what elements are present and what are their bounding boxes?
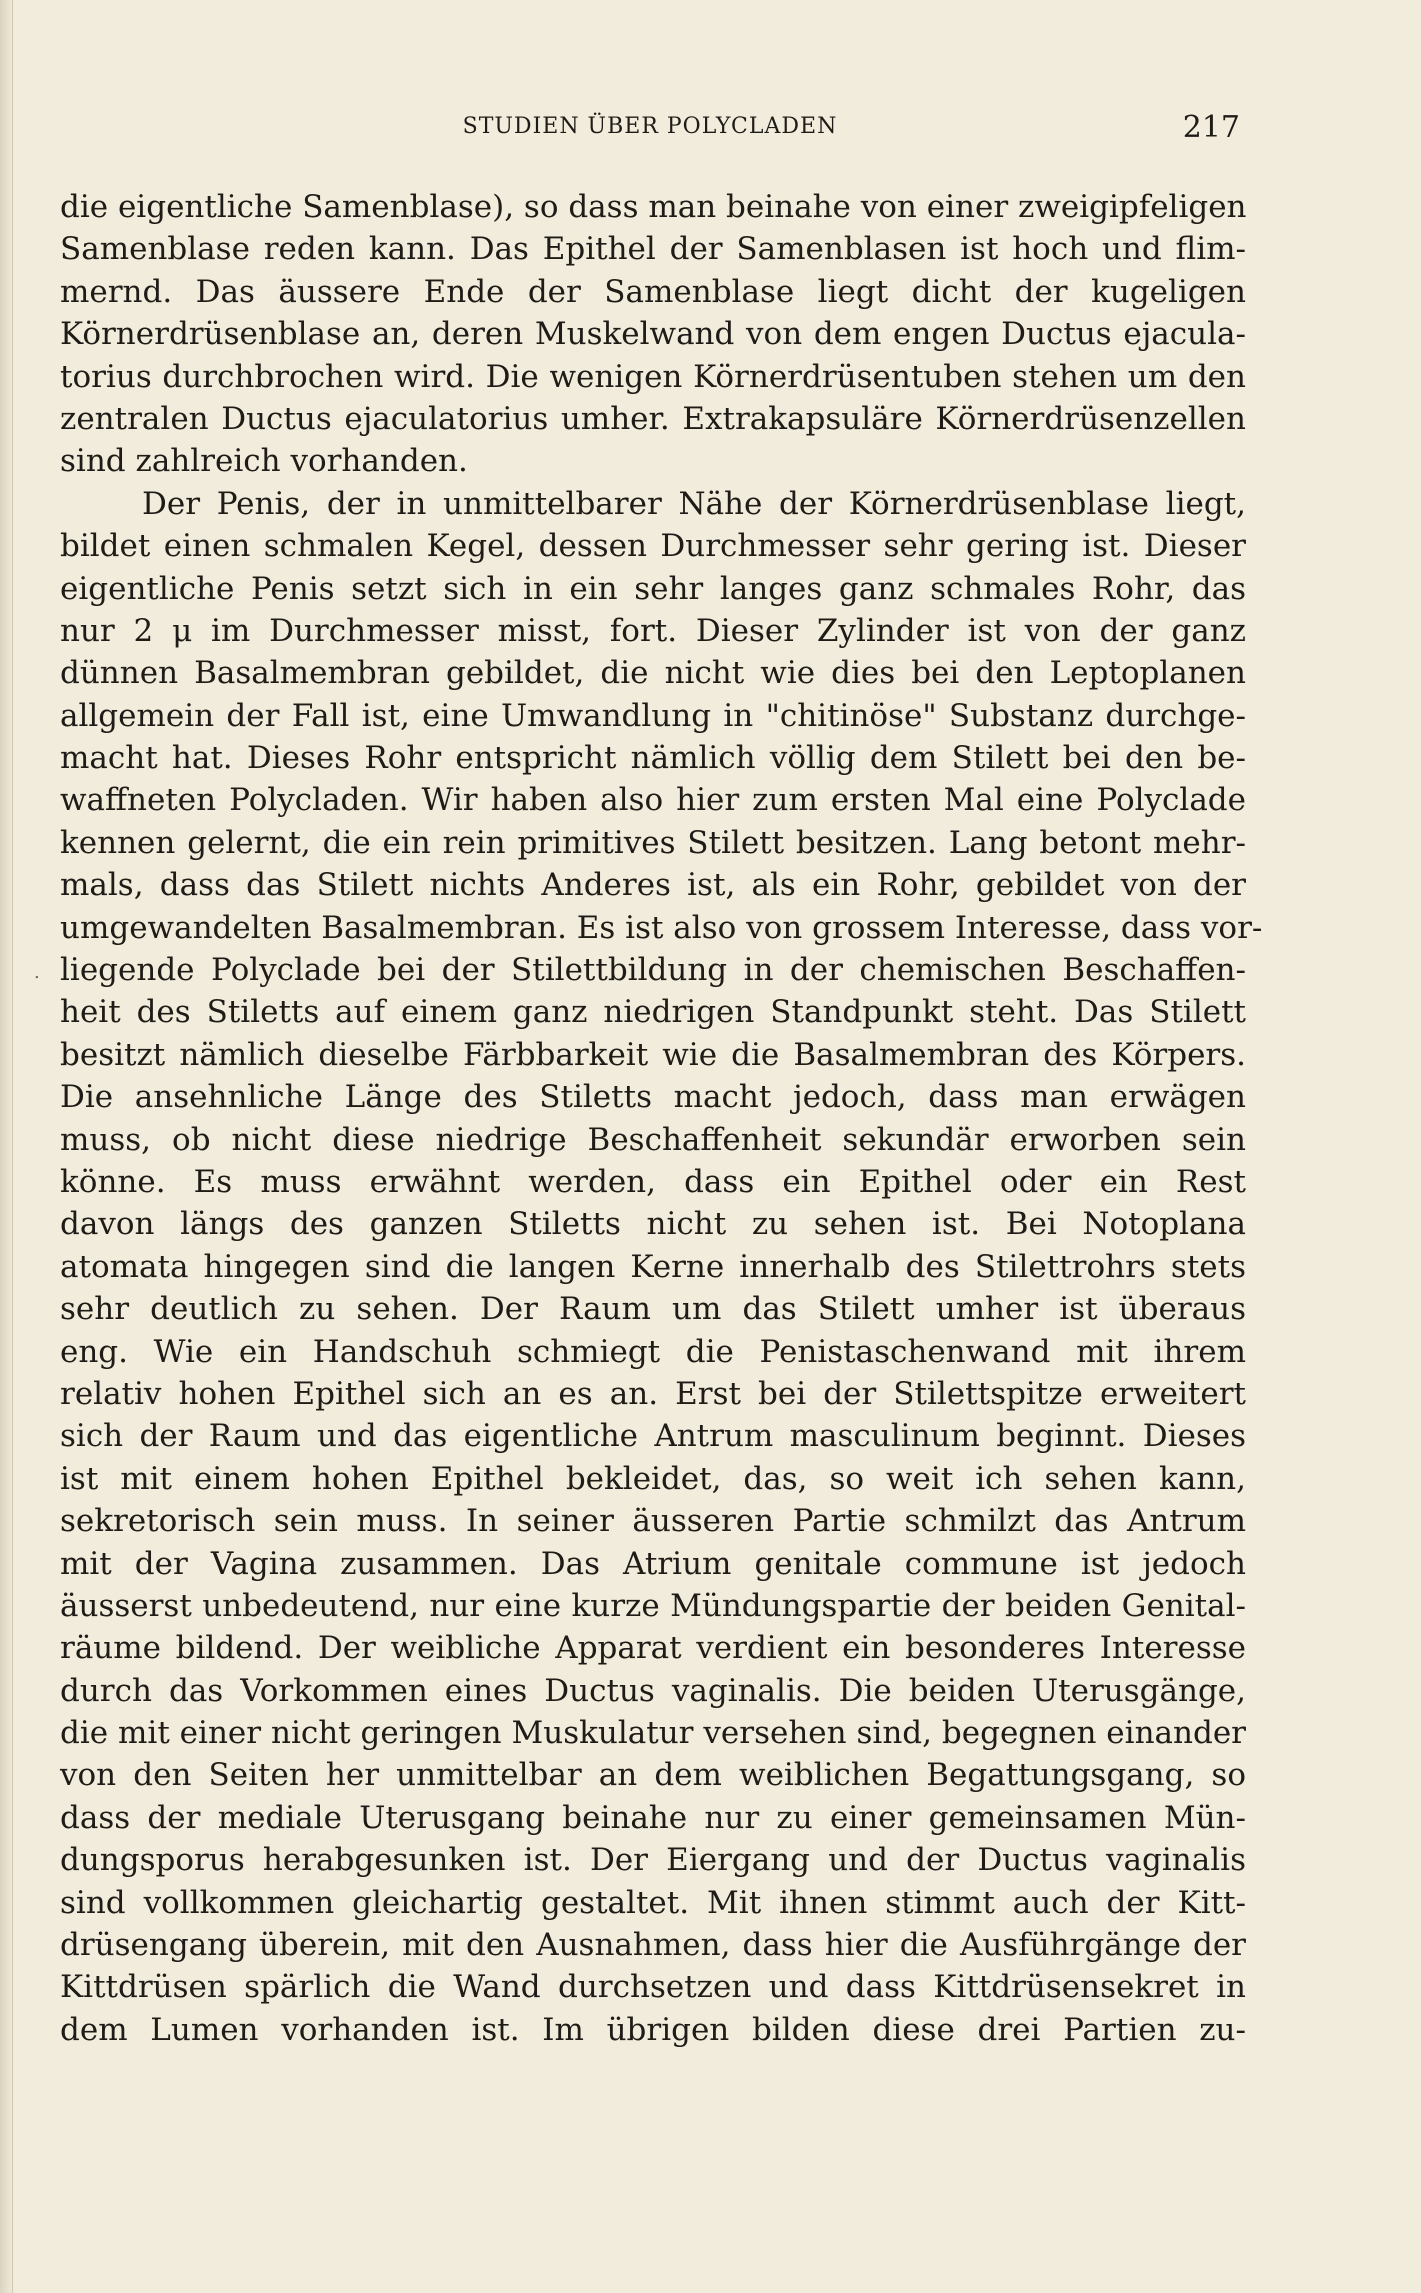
text-line: sekretorisch sein muss. In seiner äusseren Partie schmilzt das Antrum	[60, 1503, 1246, 1540]
page-edge-line	[12, 0, 13, 2293]
text-line: zentralen Ductus ejaculatorius umher. Extrakapsuläre Körnerdrüsenzellen	[60, 400, 1246, 437]
page-number: 217	[1182, 110, 1240, 145]
text-line: liegende Polyclade bei der Stilettbildung in der chemischen Beschaffen-	[60, 952, 1246, 989]
text-line: relativ hohen Epithel sich an es an. Erst bei der Stilettspitze erweitert	[60, 1375, 1246, 1412]
text-line: dungsporus herabgesunken ist. Der Eiergang und der Ductus vaginalis	[60, 1842, 1246, 1879]
text-line: Körnerdrüsenblase an, deren Muskelwand von dem engen Ductus ejacula-	[60, 316, 1246, 353]
text-line: sehr deutlich zu sehen. Der Raum um das Stilett umher ist überaus	[60, 1291, 1246, 1328]
text-line: kennen gelernt, die ein rein primitives Stilett besitzen. Lang betont mehr-	[60, 824, 1246, 861]
stray-mark: .	[34, 962, 40, 983]
text-line: durch das Vorkommen eines Ductus vaginalis. Die beiden Uterusgänge,	[60, 1672, 1246, 1709]
text-line: die eigentliche Samenblase), so dass man beinahe von einer zweigipfeligen	[60, 189, 1247, 225]
text-line: mernd. Das äussere Ende der Samenblase liegt dicht der kugeligen	[60, 273, 1246, 310]
text-line: drüsengang überein, mit den Ausnahmen, dass hier die Ausführgänge der	[60, 1927, 1246, 1964]
text-line: bildet einen schmalen Kegel, dessen Durchmesser sehr gering ist. Dieser	[60, 528, 1246, 565]
text-line: nur 2 μ im Durchmesser misst, fort. Dieser Zylinder ist von der ganz	[60, 612, 1246, 649]
text-line: dünnen Basalmembran gebildet, die nicht wie dies bei den Leptoplanen	[60, 655, 1246, 692]
body-text	[60, 186, 1263, 2051]
running-title: STUDIEN ÜBER POLYCLADEN	[462, 114, 838, 139]
text-line: sich der Raum und das eigentliche Antrum masculinum beginnt. Dieses	[60, 1418, 1246, 1455]
text-line: von den Seiten her unmittelbar an dem weiblichen Begattungsgang, so	[60, 1757, 1246, 1794]
text-line: davon längs des ganzen Stiletts nicht zu sehen ist. Bei Notoplana	[60, 1206, 1246, 1243]
text-line: äusserst unbedeutend, nur eine kurze Mündungspartie der beiden Genital-	[60, 1587, 1246, 1624]
text-line: ist mit einem hohen Epithel bekleidet, das, so weit ich sehen kann,	[60, 1460, 1246, 1497]
text-line: besitzt nämlich dieselbe Färbbarkeit wie die Basalmembran des Körpers.	[60, 1036, 1246, 1073]
text-line: allgemein der Fall ist, eine Umwandlung in "chitinöse" Substanz durchge-	[60, 697, 1246, 734]
text-line: muss, ob nicht diese niedrige Beschaffenheit sekundär erworben sein	[60, 1121, 1246, 1158]
text-line: umgewandelten Basalmembran. Es ist also von grossem Interesse, dass vor-	[60, 909, 1263, 946]
text-line: eng. Wie ein Handschuh schmiegt die Penistaschenwand mit ihrem	[60, 1333, 1246, 1370]
paragraph-start-line: Der Penis, der in unmittelbarer Nähe der Körnerdrüsenblase liegt,	[142, 485, 1246, 522]
paragraph-end-line: sind zahlreich vorhanden.	[60, 443, 468, 480]
text-line: heit des Stiletts auf einem ganz niedrigen Standpunkt steht. Das Stilett	[60, 994, 1246, 1031]
text-line: mit der Vagina zusammen. Das Atrium genitale commune ist jedoch	[60, 1545, 1246, 1582]
text-line: mals, dass das Stilett nichts Anderes ist, als ein Rohr, gebildet von der	[60, 867, 1246, 904]
text-line: atomata hingegen sind die langen Kerne innerhalb des Stilettrohrs stets	[60, 1248, 1246, 1285]
text-line: die mit einer nicht geringen Muskulatur versehen sind, begegnen einander	[60, 1715, 1246, 1752]
text-line: dass der mediale Uterusgang beinahe nur zu einer gemeinsamen Mün-	[60, 1799, 1246, 1836]
text-line: räume bildend. Der weibliche Apparat verdient ein besonderes Interesse	[60, 1630, 1246, 1667]
text-line: waffneten Polycladen. Wir haben also hier zum ersten Mal eine Polyclade	[60, 782, 1246, 819]
text-line: könne. Es muss erwähnt werden, dass ein Epithel oder ein Rest	[60, 1163, 1246, 1200]
text-line: torius durchbrochen wird. Die wenigen Körnerdrüsentuben stehen um den	[60, 358, 1246, 395]
text-line: Kittdrüsen spärlich die Wand durchsetzen und dass Kittdrüsensekret in	[60, 1969, 1246, 2006]
text-line: sind vollkommen gleichartig gestaltet. Mit ihnen stimmt auch der Kitt-	[60, 1884, 1246, 1921]
text-line: Die ansehnliche Länge des Stiletts macht jedoch, dass man erwägen	[60, 1079, 1246, 1116]
text-line: dem Lumen vorhanden ist. Im übrigen bilden diese drei Partien zu-	[60, 2011, 1246, 2048]
running-head	[60, 112, 1240, 152]
text-line: macht hat. Dieses Rohr entspricht nämlich völlig dem Stilett bei den be-	[60, 740, 1246, 777]
text-line: eigentliche Penis setzt sich in ein sehr langes ganz schmales Rohr, das	[60, 570, 1246, 607]
text-line: Samenblase reden kann. Das Epithel der Samenblasen ist hoch und flim-	[60, 231, 1246, 268]
